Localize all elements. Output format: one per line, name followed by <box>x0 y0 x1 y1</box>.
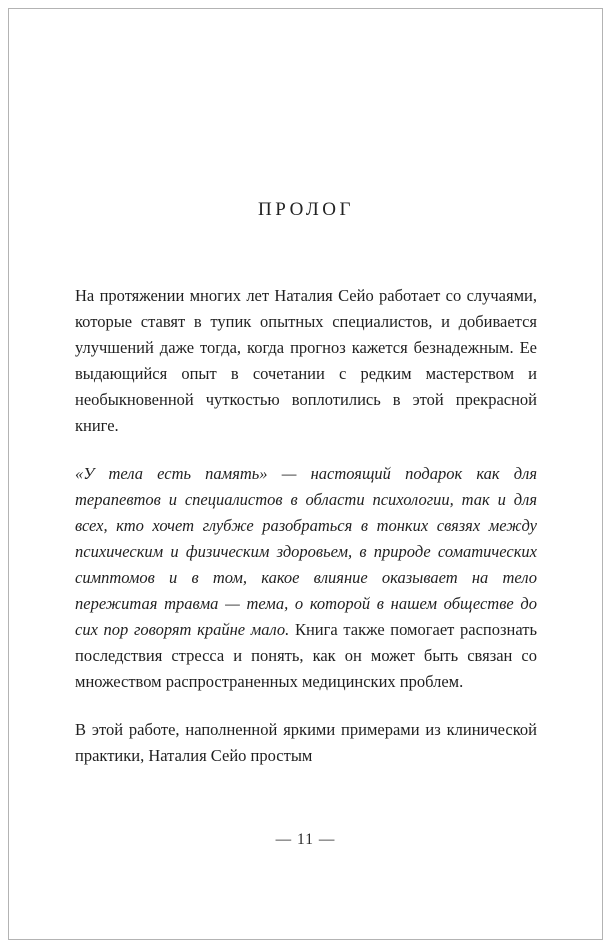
body-paragraph: На протяжении многих лет Наталия Сейо работает со случаями, которые ставят в тупик опытных специалистов, и добивается улучшений даже тогда, когда прогноз кажется безнадежным. Ее выдающийся опыт в сочетании с редким мастерством и необыкновенной чуткостью воплотились в этой прекрасной книге. <box>75 286 537 435</box>
page-number: — 11 — <box>275 831 336 848</box>
body-text-block <box>75 283 537 769</box>
quote-italic-text: «У тела есть память» — настоящий подарок как для терапевтов и специалистов в области психологии, так и для всех, кто хочет глубже разобраться в тонких связях между психическим и физическим здоровьем, в природе соматических симптомов и в том, какое влияние оказывает на тело пережитая травма — тема, о которой в нашем обществе до сих пор говорят крайне мало. <box>75 464 537 639</box>
body-paragraph: В этой работе, наполненной яркими примерами из клинической практики, Наталия Сейо простым <box>75 720 537 765</box>
body-paragraph-quote <box>75 461 537 695</box>
book-page-content <box>75 0 537 791</box>
quote-followup-text: Книга также помогает распознать последствия стресса и понять, как он может быть связан со множеством распространенных медицинских проблем. <box>75 620 537 691</box>
chapter-title: ПРОЛОГ <box>258 199 354 220</box>
